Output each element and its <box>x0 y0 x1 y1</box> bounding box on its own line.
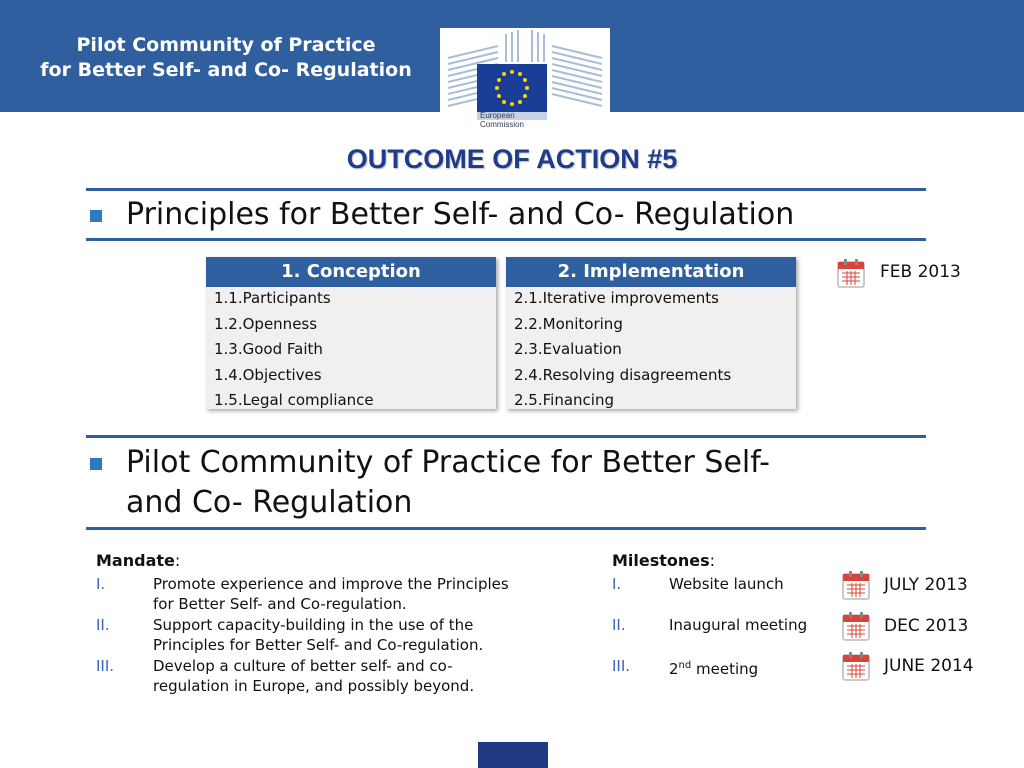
milestone-date: JUNE 2014 <box>884 656 974 676</box>
implementation-item: 2.2.Monitoring <box>514 314 623 333</box>
milestone-item-number: III. <box>612 657 631 675</box>
milestone-item-number: I. <box>612 575 622 593</box>
milestone-date: DEC 2013 <box>884 616 969 636</box>
implementation-table <box>506 257 796 409</box>
conception-item: 1.3.Good Faith <box>214 340 323 358</box>
milestone-item-text-after: meeting <box>691 660 759 678</box>
mandate-item-number: I. <box>96 575 106 593</box>
mandate-item-line1: Promote experience and improve the Principles <box>153 575 509 593</box>
implementation-item: 2.5.Financing <box>514 391 614 409</box>
section1-bullet-text: Principles for Better Self- and Co- Regulation <box>126 197 795 232</box>
milestone-item-text <box>669 656 758 679</box>
conception-table <box>206 257 496 409</box>
milestone-item <box>612 574 842 596</box>
section2-top-divider <box>86 435 926 438</box>
mandate-item-line2: regulation in Europe, and possibly beyond. <box>153 677 475 695</box>
mandate-item <box>96 574 576 614</box>
eu-flag-icon <box>478 742 548 768</box>
section2-bottom-divider <box>86 527 926 530</box>
commission-building-icon <box>440 28 610 138</box>
mandate-item-number: III. <box>96 657 115 675</box>
milestone-item-text: Website launch <box>669 575 784 593</box>
implementation-item: 2.3.Evaluation <box>514 340 622 358</box>
european-commission-logo <box>440 28 610 138</box>
calendar-icon <box>842 651 870 681</box>
conception-item: 1.4.Objectives <box>214 365 322 384</box>
mandate-heading <box>96 551 180 570</box>
section1-top-divider <box>86 188 926 191</box>
mandate-item-number: II. <box>96 616 110 634</box>
header-title-line2: for Better Self- and Co- Regulation <box>40 59 412 81</box>
mandate-item <box>96 615 576 655</box>
calendar-icon <box>842 570 870 600</box>
conception-item: 1.2.Openness <box>214 314 318 333</box>
calendar-icon <box>842 611 870 641</box>
implementation-item: 2.1.Iterative improvements <box>514 289 719 307</box>
section2-bullet <box>90 444 920 524</box>
bullet-square-icon <box>90 210 102 222</box>
logo-text-line2: Commission <box>480 120 525 129</box>
milestone-item <box>612 656 842 678</box>
section1-bullet <box>90 196 920 236</box>
mandate-item-line1: Support capacity-building in the use of the <box>153 616 474 634</box>
bullet-square-icon <box>90 458 102 470</box>
mandate-heading-label: Mandate <box>96 551 175 570</box>
mandate-item <box>96 656 576 696</box>
conception-item: 1.5.Legal compliance <box>214 391 374 409</box>
conception-item: 1.1.Participants <box>214 289 331 307</box>
milestone-item-number: II. <box>612 616 626 634</box>
milestone-ordinal-suffix: nd <box>678 660 692 671</box>
logo-text-line1: European <box>480 111 515 120</box>
feb-2013-date: FEB 2013 <box>880 262 961 282</box>
mandate-item-line2: for Better Self- and Co-regulation. <box>153 595 407 613</box>
mandate-heading-colon: : <box>174 551 181 570</box>
milestones-heading-colon: : <box>709 551 716 570</box>
logo-text <box>480 111 524 129</box>
milestones-heading <box>612 551 715 570</box>
milestone-item-text: Inaugural meeting <box>669 616 808 634</box>
calendar-icon <box>837 258 865 288</box>
milestone-date: JULY 2013 <box>884 575 968 595</box>
conception-table-header: 1. Conception <box>206 257 496 287</box>
milestone-item <box>612 615 842 637</box>
mandate-item-line2: Principles for Better Self- and Co-regulation. <box>153 636 484 654</box>
mandate-item-line1: Develop a culture of better self- and co- <box>153 657 453 675</box>
section2-bullet-line2: and Co- Regulation <box>126 485 413 520</box>
section2-bullet-line1: Pilot Community of Practice for Better Self- <box>126 445 770 480</box>
milestone-ordinal-number: 2 <box>669 660 679 678</box>
implementation-table-header: 2. Implementation <box>506 257 796 287</box>
milestones-heading-label: Milestones <box>612 551 710 570</box>
implementation-item: 2.4.Resolving disagreements <box>514 365 732 384</box>
header-title-line1: Pilot Community of Practice <box>76 34 376 56</box>
slide-title: OUTCOME OF ACTION #5 <box>346 144 678 174</box>
section1-bottom-divider <box>86 238 926 241</box>
header-title <box>20 33 432 83</box>
